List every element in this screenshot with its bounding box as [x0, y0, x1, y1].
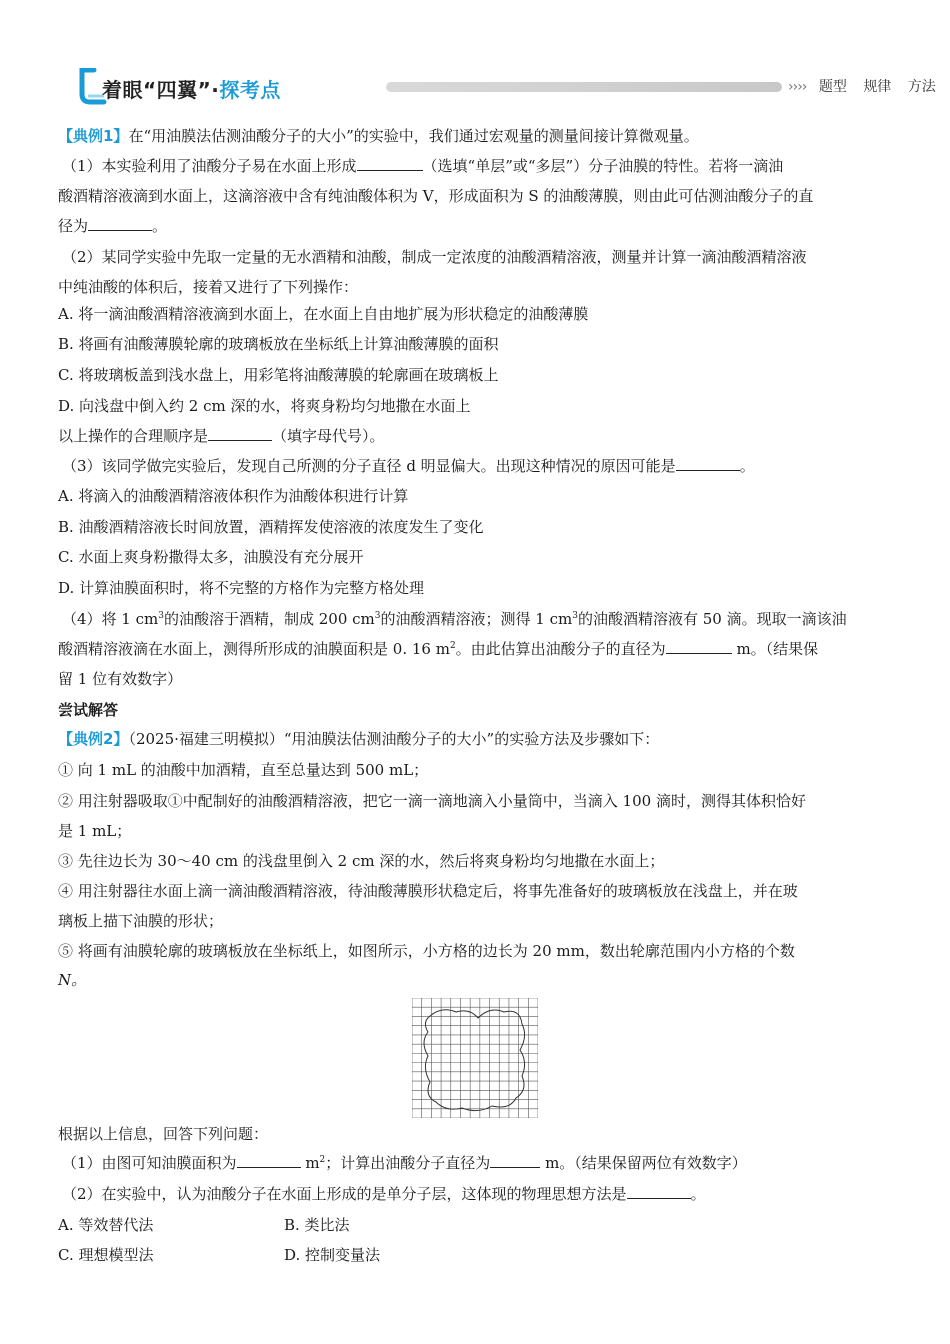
example2-followup: 根据以上信息，回答下列问题：	[58, 1125, 269, 1143]
example2-tag: 【典例2】	[58, 730, 129, 748]
example2-intro: 【典例2】（2025·福建三明模拟）“用油膜法估测油酸分子的大小”的实验方法及步骤如下：	[58, 730, 660, 748]
example2-option-d: D. 控制变量法	[284, 1246, 381, 1264]
answer-blank[interactable]	[208, 426, 272, 441]
example2-step2-line2: 是 1 mL；	[58, 822, 132, 840]
example1-q2-line2: 中纯油酸的体积后，接着又进行了下列操作：	[58, 278, 359, 296]
example1-intro: 【典例1】在“用油膜法估测油酸分子的大小”的实验中，我们通过宏观量的测量间接计算微观量。	[58, 127, 699, 145]
oil-film-grid-figure	[412, 998, 538, 1118]
answer-blank[interactable]	[666, 639, 732, 654]
example1-q1-line1: （1）本实验利用了油酸分子易在水面上形成 （选填“单层”或“多层”）分子油膜的特性。若将一滴油	[62, 157, 784, 175]
example1-q3-option-d: D. 计算油膜面积时，将不完整的方格作为完整方格处理	[58, 579, 425, 597]
example1-q4-line1: （4）将 1 $cm^3$的油酸溶于酒精，制成 200 $cm^3$的油酸酒精溶液；测得 1 $cm^3$的油酸酒精溶液有 50 滴。现取一滴该油	[62, 610, 847, 628]
example2-option-c: C. 理想模型法	[58, 1246, 154, 1264]
answer-blank[interactable]	[676, 456, 740, 471]
example2-step2-line1: ② 用注射器吸取①中配制好的油酸酒精溶液，把它一滴一滴地滴入小量筒中，当滴入 100 滴时，测得其体积恰好	[58, 792, 806, 810]
example1-q4-line3: 留 1 位有效数字）	[58, 670, 183, 688]
oil-film-outline	[424, 1010, 525, 1111]
try-answer-label: 尝试解答	[58, 701, 119, 719]
example2-q2: （2）在实验中，认为油酸分子在水面上形成的是单分子层，这体现的物理思想方法是 。	[62, 1185, 706, 1203]
example1-q3-option-c: C. 水面上爽身粉撒得太多，油膜没有充分展开	[58, 548, 364, 566]
example2-step5-line1: ⑤ 将画有油膜轮廓的玻璃板放在坐标纸上，如图所示，小方格的边长为 20 mm，数出轮廓范围内小方格的个数	[58, 942, 795, 960]
example1-q2-option-c: C. 将玻璃板盖到浅水盘上，用彩笔将油酸薄膜的轮廓画在玻璃板上	[58, 366, 499, 384]
topic-tags	[788, 76, 948, 96]
example2-option-b: B. 类比法	[284, 1216, 350, 1234]
example2-step3: ③ 先往边长为 30～40 cm 的浅盘里倒入 2 cm 深的水，然后将爽身粉均匀地撒在水面上；	[58, 852, 665, 870]
example1-q2-option-a: A. 将一滴油酸酒精溶液滴到水面上，在水面上自由地扩展为形状稳定的油酸薄膜	[58, 305, 589, 323]
example1-q2-option-d: D. 向浅盘中倒入约 2 cm 深的水，将爽身粉均匀地撒在水面上	[58, 397, 471, 415]
example2-step1: ① 向 1 mL 的油酸中加酒精，直至总量达到 500 mL；	[58, 761, 429, 779]
example1-q3-option-a: A. 将滴入的油酸酒精溶液体积作为油酸体积进行计算	[58, 487, 409, 505]
tag-method: 方法	[907, 79, 936, 95]
answer-blank[interactable]	[237, 1153, 301, 1168]
example1-q3-option-b: B. 油酸酒精溶液长时间放置，酒精挥发使溶液的浓度发生了变化	[58, 518, 484, 536]
tag-type: 题型	[818, 79, 847, 95]
chevrons-icon: ››››	[788, 79, 807, 95]
example1-q2-line1: （2）某同学实验中先取一定量的无水酒精和油酸，制成一定浓度的油酸酒精溶液，测量并计算一滴油酸酒精溶液	[62, 248, 807, 266]
example2-step4-line1: ④ 用注射器往水面上滴一滴油酸酒精溶液，待油酸薄膜形状稳定后，将事先准备好的玻璃板放在浅盘上，并在玻	[58, 882, 798, 900]
answer-blank[interactable]	[357, 156, 423, 171]
example2-option-a: A. 等效替代法	[58, 1216, 154, 1234]
example1-q4-line2: 酸酒精溶液滴在水面上，测得所形成的油膜面积是 0. 16 $m^2$。由此估算出油酸分子的直径为 m。（结果保	[58, 640, 819, 658]
example2-q1: （1）由图可知油膜面积为 $m^2$；计算出油酸分子直径为 m。（结果保留两位有效数字）	[62, 1154, 747, 1172]
section-title: 着眼“四翼”·探考点	[102, 78, 281, 102]
example1-q2-order: 以上操作的合理顺序是 （填字母代号）。	[58, 427, 385, 445]
example1-q1-line2: 酸酒精溶液滴到水面上，这滴溶液中含有纯油酸体积为 V，形成面积为 S 的油酸薄膜，则由此可估测油酸分子的直	[58, 187, 814, 205]
answer-blank[interactable]	[88, 216, 152, 231]
tag-rule: 规律	[863, 79, 892, 95]
example2-step5-line2: N。	[58, 971, 87, 989]
example1-q3-line: （3）该同学做完实验后，发现自己所测的分子直径 d 明显偏大。出现这种情况的原因可能是 。	[62, 457, 755, 475]
answer-blank[interactable]	[627, 1184, 691, 1199]
section-banner	[70, 66, 936, 112]
answer-blank[interactable]	[490, 1153, 540, 1168]
example1-q2-option-b: B. 将画有油酸薄膜轮廓的玻璃板放在坐标纸上计算油酸薄膜的面积	[58, 335, 499, 353]
divider-bar	[386, 82, 782, 92]
example2-step4-line2: 璃板上描下油膜的形状；	[58, 912, 224, 930]
example1-tag: 【典例1】	[58, 127, 129, 145]
example1-q1-line3: 径为 。	[58, 217, 168, 235]
